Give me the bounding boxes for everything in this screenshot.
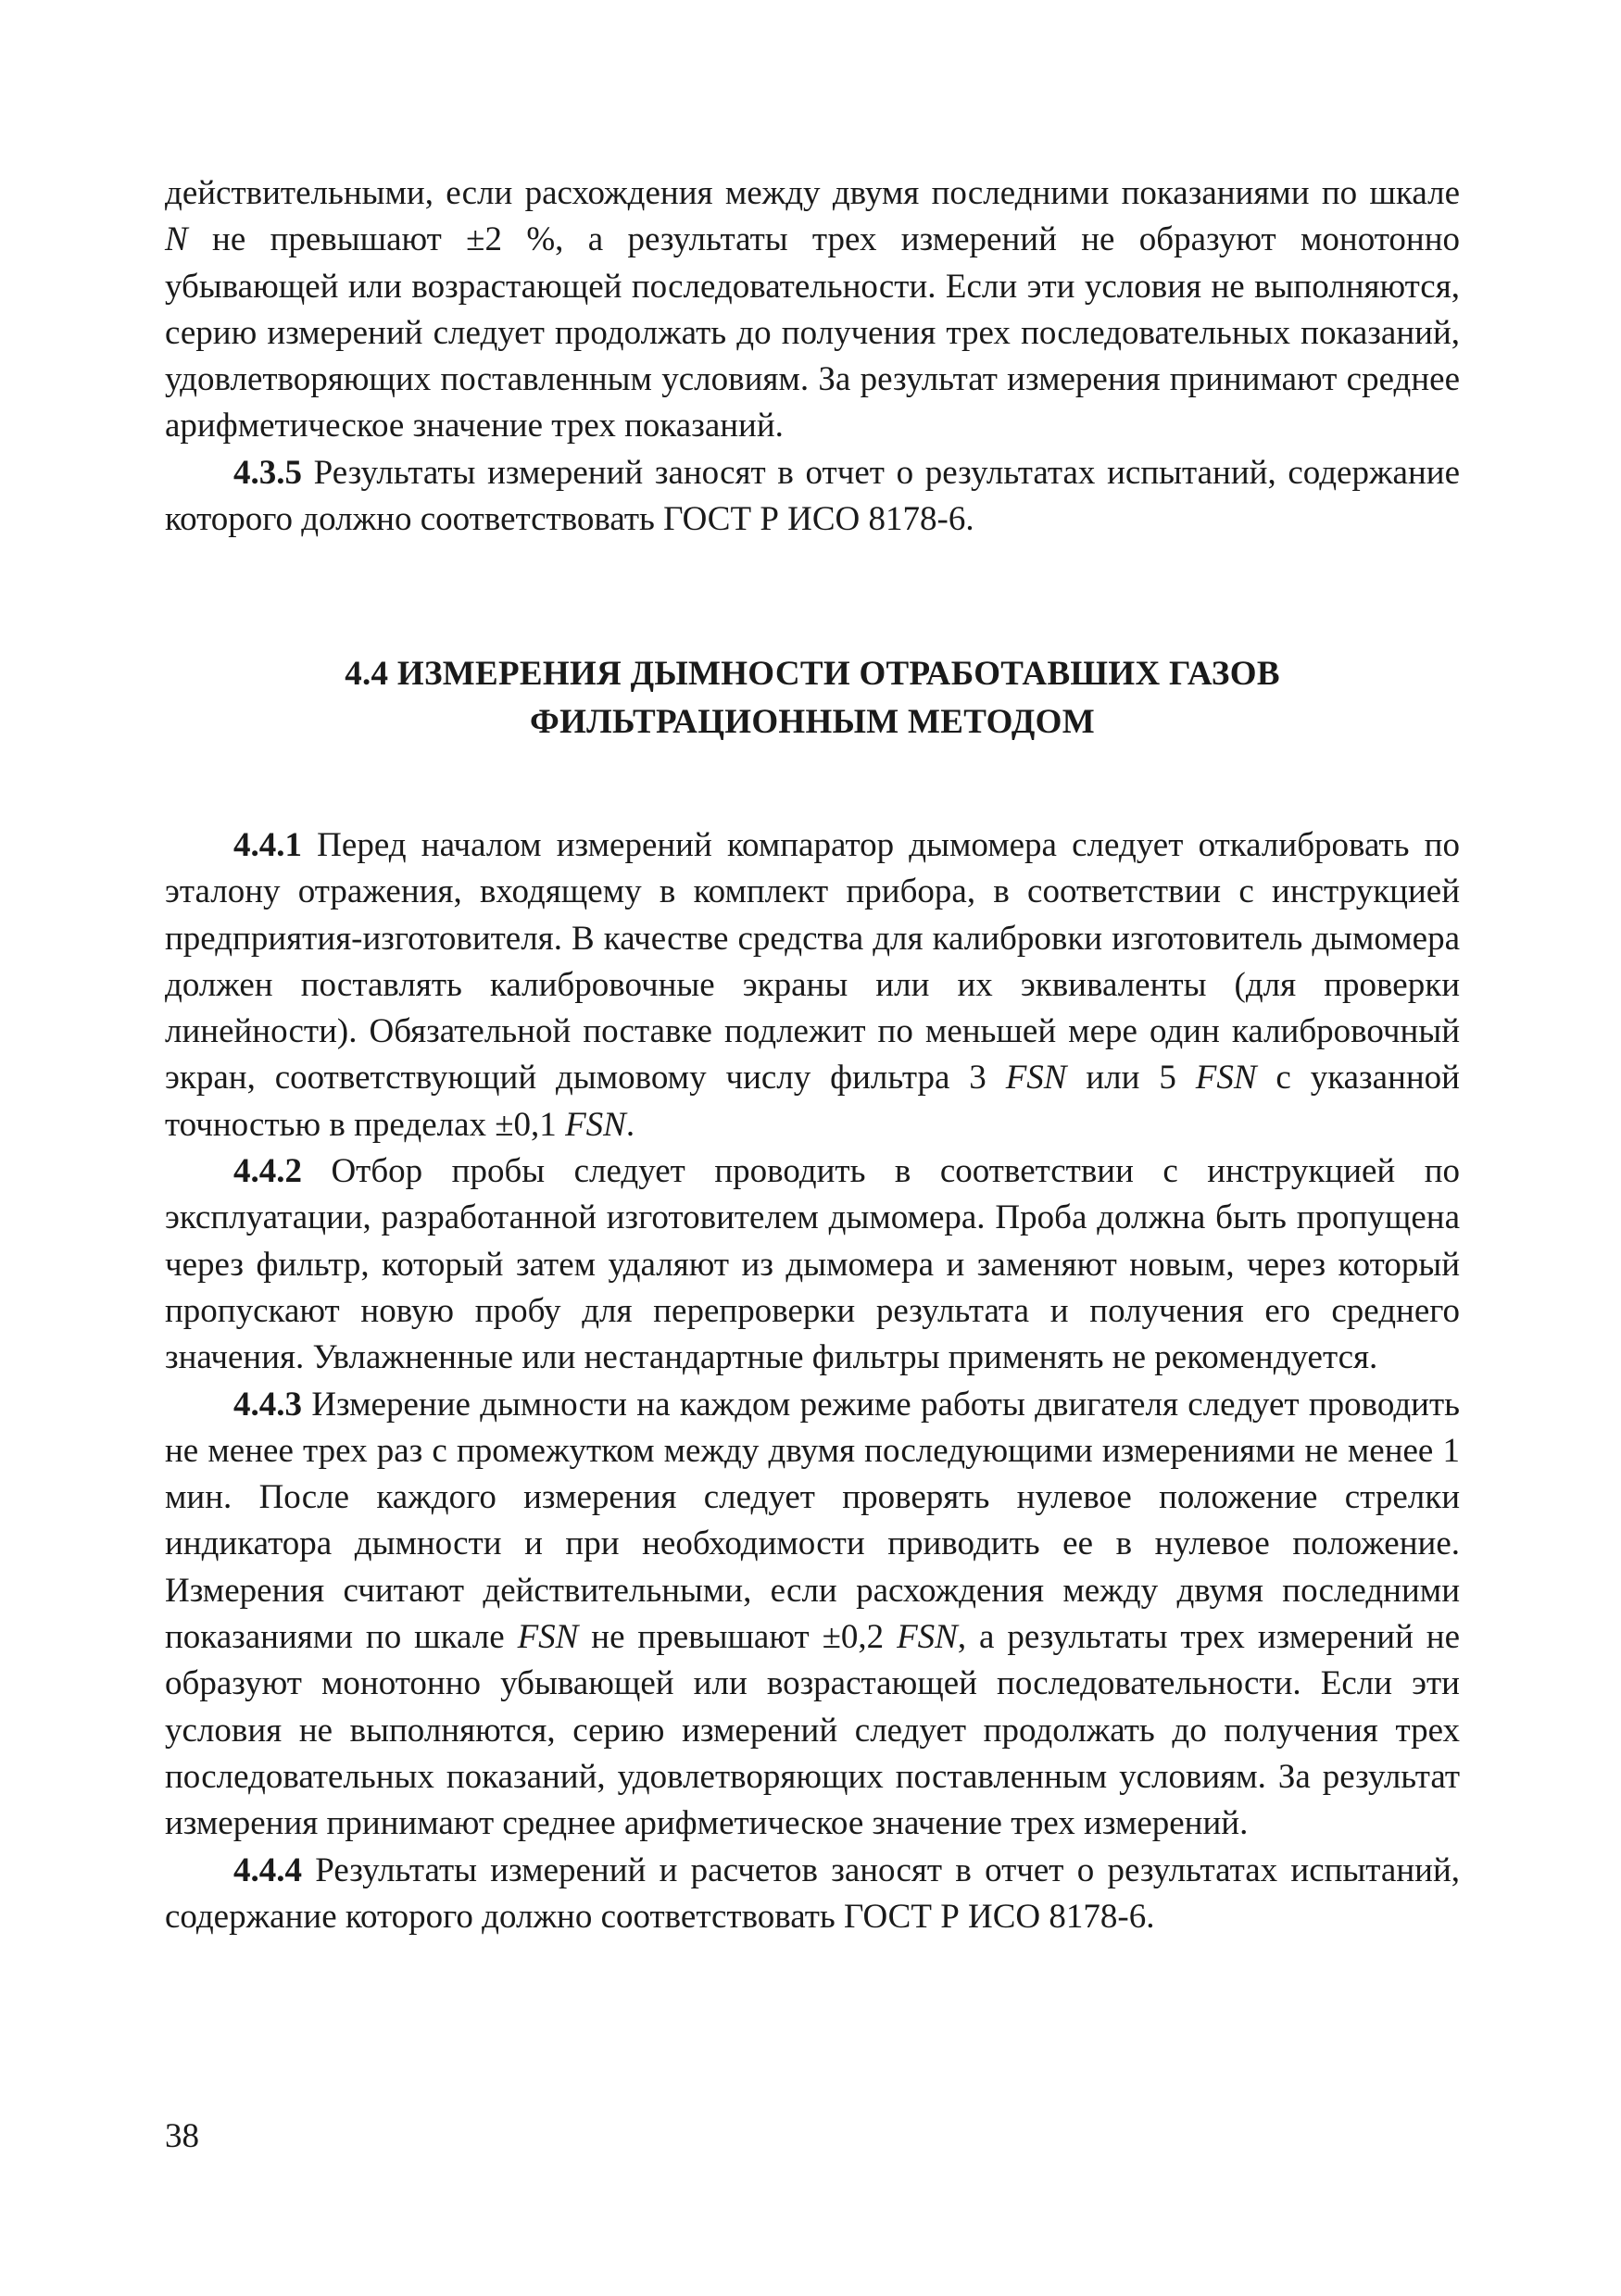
clause-number-4-4-3: 4.4.3 [233,1385,302,1424]
paragraph-text-4-4-4: Результаты измерений и расчетов заносят в отчет о результатах испытаний, содержание которого должно соответствовать ГОСТ Р ИСО 8178-6. [165,1851,1460,1936]
paragraph-text-4-3-5: Результаты измерений заносят в отчет о результатах испытаний, содержание которого должно соответствовать ГОСТ Р ИСО 8178-6. [165,453,1460,539]
clause-number-4-4-1: 4.4.1 [233,826,302,864]
clause-number-4-4-2: 4.4.2 [233,1152,302,1191]
fsn-unit: FSN [1005,1059,1067,1098]
paragraph-4-4-1 [165,822,1460,1148]
paragraph-4-4-4 [165,1848,1460,1941]
paragraph-4-4-2 [165,1148,1460,1381]
fsn-unit: FSN [517,1618,579,1657]
fsn-unit: FSN [565,1105,626,1144]
page-number: 38 [165,2117,199,2155]
paragraph-text-4-4-1b: или 5 [1066,1059,1196,1098]
paragraph-text-4-4-3b: не превышают ±0,2 [578,1618,898,1657]
fsn-unit: FSN [1195,1059,1257,1098]
paragraph-text-4-4-3a: Измерение дымности на каждом режиме работы двигателя следует проводить не менее трех раз с промежутком между двумя последующими измерениями не менее 1 мин. После каждого измерения следует проверять нулевое положение стрелки индикатора дымности и при необходимости приводить ее в нулевое положение. Измерения считают действительными, если расхождения между двумя последними показаниями по шкале [165,1385,1460,1657]
paragraph-4-3-5 [165,450,1460,544]
main-text-block [165,822,1460,1940]
scale-variable-n: N [165,220,188,259]
clause-number-4-4-4: 4.4.4 [233,1851,302,1889]
paragraph-text-4-4-2: Отбор пробы следует проводить в соответствии с инструкцией по эксплуатации, разработанной изготовителем дымомера. Проба должна быть пропущена через фильтр, который затем удаляют из дымомера и заменяют новым, через который пропускают новую пробу для перепроверки результата и получения его среднего значения. Увлажненные или нестандартные фильтры применять не рекомендуется. [165,1152,1460,1377]
section-heading [165,650,1460,747]
paragraph-4-4-3 [165,1382,1460,1848]
fsn-unit: FSN [897,1618,958,1657]
section-heading-line-1: 4.4 ИЗМЕРЕНИЯ ДЫМНОСТИ ОТРАБОТАВШИХ ГАЗОВ [345,655,1280,693]
top-text-block [165,170,1460,543]
clause-number-4-3-5: 4.3.5 [233,453,302,492]
continuation-text-1: действительными, если расхождения между двумя последними показаниями по шкале [165,174,1460,212]
section-heading-line-2: ФИЛЬТРАЦИОННЫМ МЕТОДОМ [530,703,1095,741]
paragraph-text-4-4-1a: Перед началом измерений компаратор дымомера следует откалибровать по эталону отражения, входящему в комплект прибора, в соответствии с инструкцией предприятия-изготовителя. В качестве средства для калибровки изготовитель дымомера должен поставлять калибровочные экраны или их эквиваленты (для проверки линейности). Обязательной поставке подлежит по меньшей мере один калибровочный экран, соответствующий дымовому числу фильтра 3 [165,826,1460,1098]
paragraph-text-4-4-1d: . [625,1105,635,1144]
continuation-paragraph [165,170,1460,450]
paragraph-text-4-4-3c: , а результаты трех измерений не образуют монотонно убывающей или возрастающей последовательности. Если эти условия не выполняются, серию измерений следует продолжать до получения трех последовательных показаний, удовлетворяющих поставленным условиям. За результат измерения принимают среднее арифметическое значение трех измерений. [165,1618,1461,1843]
paragraph-text-4-4-1c: с указанной точностью в пределах ±0,1 [165,1059,1460,1144]
continuation-text-2: не превышают ±2 %, а результаты трех измерений не образуют монотонно убывающей или возрастающей последовательности. Если эти условия не выполняются, серию измерений следует продолжать до получения трех последовательных показаний, удовлетворяющих поставленным условиям. За результат измерения принимают среднее арифметическое значение трех показаний. [165,220,1460,445]
